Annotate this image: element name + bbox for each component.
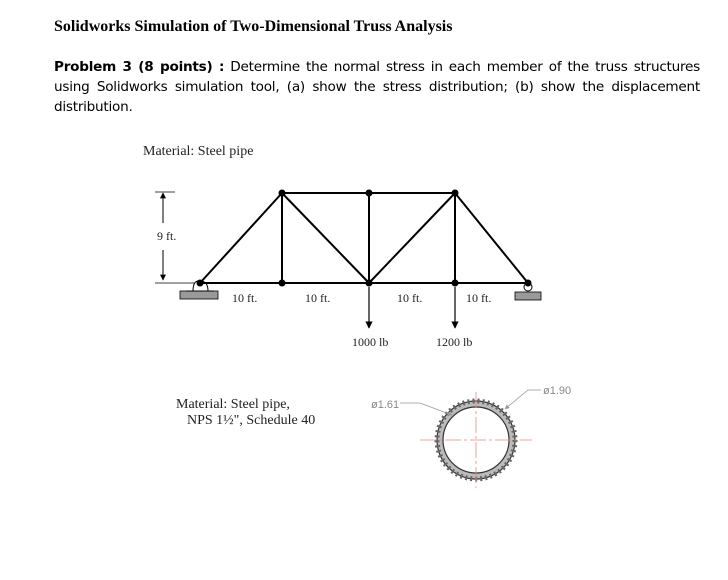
joint bbox=[197, 280, 204, 287]
inner-diameter-label: ø1.61 bbox=[371, 399, 400, 411]
joint bbox=[279, 190, 286, 197]
problem-text: Determine the normal stress in each member of the truss structures using Solidworks simulation tool, (a) show the stress distribution; (b) show the displacement distribution. bbox=[54, 59, 700, 115]
load-label-1: 1000 lb bbox=[352, 335, 389, 349]
span-dim-2: 10 ft. bbox=[305, 291, 331, 305]
truss-joints bbox=[197, 190, 532, 287]
diagonal-1 bbox=[282, 193, 369, 283]
left-end-diagonal bbox=[200, 193, 282, 283]
height-dim-label: 9 ft. bbox=[157, 229, 177, 243]
joint bbox=[452, 280, 459, 287]
material-detail-line1: Material: Steel pipe, bbox=[176, 397, 290, 412]
span-dim-3: 10 ft. bbox=[397, 291, 423, 305]
material-detail-line2: NPS 1½", Schedule 40 bbox=[187, 413, 316, 428]
joint bbox=[525, 280, 532, 287]
joint bbox=[452, 190, 459, 197]
outer-diameter-label: ø1.90 bbox=[543, 385, 572, 397]
material-label: Material: Steel pipe bbox=[143, 144, 254, 159]
page-title: Solidworks Simulation of Two-Dimensional Truss Analysis bbox=[54, 18, 453, 35]
span-dim-4: 10 ft. bbox=[466, 291, 492, 305]
truss-members bbox=[200, 193, 528, 283]
height-dimension bbox=[155, 192, 195, 283]
pipe-cross-section bbox=[371, 385, 571, 488]
joint bbox=[366, 190, 373, 197]
joint bbox=[279, 280, 286, 287]
problem-label: Problem 3 (8 points) : bbox=[54, 59, 225, 75]
span-dim-1: 10 ft. bbox=[232, 291, 258, 305]
right-end-diagonal bbox=[455, 193, 528, 283]
diagonal-2 bbox=[369, 193, 455, 283]
load-label-2: 1200 lb bbox=[436, 335, 473, 349]
joint bbox=[366, 280, 373, 287]
